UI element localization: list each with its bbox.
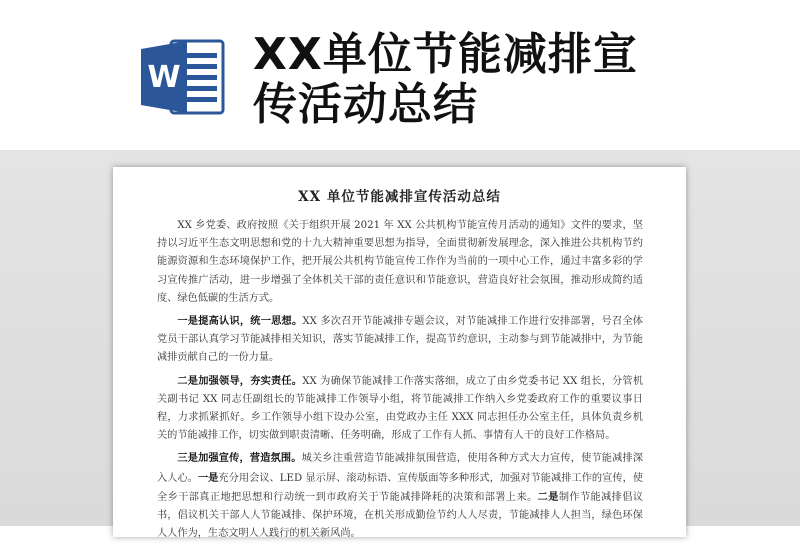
paragraph-text: 城关乡注重营造节能减排氛围营造，使用各种方式大力宣传，使节能减排深入人心。: [157, 453, 644, 484]
paragraph-lead: 一是提高认识，统一思想。: [177, 315, 303, 328]
word-letter: W: [147, 60, 181, 95]
paragraph-text: 充分用会议、LED 显示屏、滚动标语、宣传版面等多种形式，加强对节能减排工作的宣传，使全乡干部真正地把思想和行动统一到市政府关于节能减排降耗的决策和部署上来。: [157, 472, 644, 503]
paragraph: [157, 217, 643, 308]
document-title: XX 单位节能减排宣传活动总结: [298, 189, 501, 205]
paragraph-text: XX 多次召开节能减排专题会议，对节能减排工作进行安排部署，号召全体党员干部认真学习节能减排相关知识，落实节能减排工作，提高节约意识，主动参与到节能减排中，为节能减排贡献自己的一份力量。: [157, 316, 643, 364]
document-body: [157, 217, 643, 547]
document-page: [113, 167, 686, 540]
paragraph-lead: 二是加强领导，夯实责任。: [177, 374, 303, 387]
paragraph-lead: 三是加强宣传，营造氛围。: [177, 452, 302, 465]
page-title: [253, 30, 673, 130]
paragraph-sublead: 二是: [537, 490, 559, 503]
paragraph: [157, 372, 643, 446]
page-title-line-1: XX单位节能减排宣: [253, 29, 638, 80]
paragraph-text: XX 乡党委、政府按照《关于组织开展 2021 年 XX 公共机构节能宣传月活动的通知》文件的要求，坚持以习近平生态文明思想和党的十九大精神重要思想为指导，全面贯彻新发展理念，深入推进公共机构节约能源资源和生态环境保护工作，把开展公共机构节能宣传工作作为当前的一项中心工作，通过丰富多彩的学习宣传推广活动，进一步增强了全体机关干部的责任意识和节能意识，营造良好社会氛围，推动形成简约适度、绿色低碳的生活方式。: [157, 220, 643, 304]
word-icon: [137, 35, 227, 119]
header-banner: [0, 0, 800, 150]
paragraph-sublead: 一是: [197, 471, 219, 484]
paragraph-text: XX 为确保节能减排工作落实落细，成立了由乡党委书记 XX 组长，分管机关副书记 XX 同志任副组长的节能减排工作领导小组，将节能减排工作纳入乡党委政府工作的重要议事日程，力求抓紧抓好。乡工作领导小组下设办公室，由党政办主任 XXX 同志担任办公室主任，具体负责乡机关的节能减排工作，切实做到职责清晰、任务明确，形成了工作有人抓、事情有人干的良好工作格局。: [157, 375, 644, 442]
paragraph: [157, 449, 643, 543]
paragraph: [157, 312, 643, 368]
page-title-line-2: 传活动总结: [253, 79, 478, 130]
paragraph-text: 制作节能减排倡议书，倡议机关干部人人节能减排、保护环境，在机关形成勤俭节约人人尽责，节能减排人人担当，绿色环保人人作为，生态文明人人践行的机关新风尚。: [157, 491, 644, 540]
